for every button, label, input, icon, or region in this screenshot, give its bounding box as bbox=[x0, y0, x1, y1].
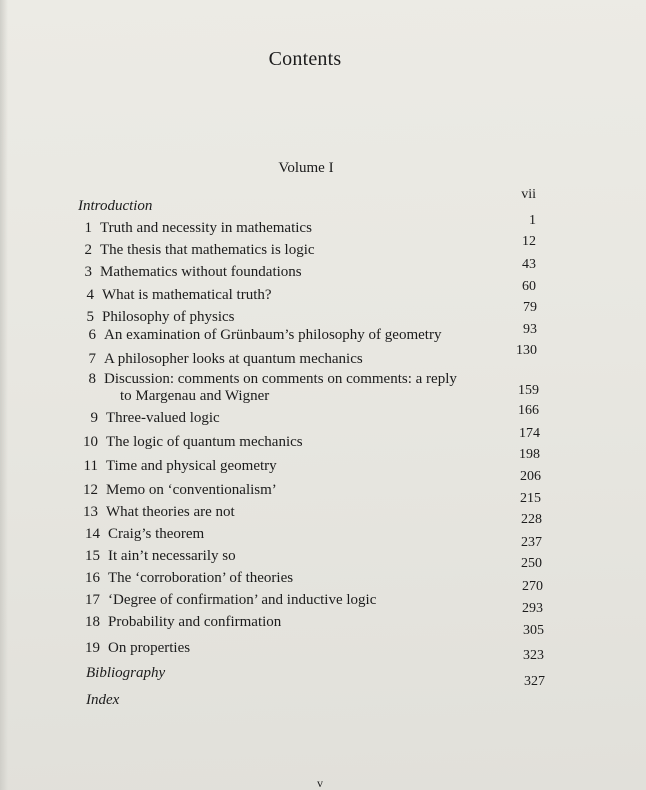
toc-entry bbox=[78, 570, 293, 587]
page-number: 323 bbox=[523, 648, 544, 663]
chapter-number: 8 bbox=[88, 371, 96, 387]
page-number: 159 bbox=[518, 383, 539, 398]
chapter-title: The ‘corroboration’ of theories bbox=[108, 570, 294, 586]
page-number: 79 bbox=[523, 300, 537, 315]
toc-entry bbox=[76, 434, 303, 451]
page-number: 198 bbox=[519, 447, 540, 462]
chapter-title: A philosopher looks at quantum mechanics bbox=[104, 351, 363, 367]
volume-heading: Volume I bbox=[278, 160, 334, 176]
page-number: 60 bbox=[522, 279, 536, 294]
toc-entry bbox=[86, 692, 119, 709]
toc-entry bbox=[72, 287, 272, 304]
toc-entry bbox=[76, 458, 277, 475]
toc-entry bbox=[76, 410, 220, 427]
page-number: 228 bbox=[521, 512, 542, 527]
chapter-title: Three-valued logic bbox=[106, 410, 220, 426]
chapter-number: 2 bbox=[84, 242, 92, 258]
chapter-title: Probability and confirmation bbox=[108, 614, 282, 630]
page-number: 130 bbox=[516, 343, 537, 358]
toc-entry bbox=[76, 482, 277, 499]
page-number: 293 bbox=[522, 601, 543, 616]
chapter-title: An examination of Grünbaum’s philosophy of geometry bbox=[104, 327, 442, 343]
page-number: 250 bbox=[521, 556, 542, 571]
chapter-title: What is mathematical truth? bbox=[102, 287, 272, 303]
page-number: 305 bbox=[523, 623, 544, 638]
toc-entry bbox=[86, 665, 165, 682]
chapter-number: 6 bbox=[88, 327, 96, 343]
page-number: 215 bbox=[520, 491, 541, 506]
chapter-title: Bibliography bbox=[86, 665, 166, 681]
page-title: Contents bbox=[268, 48, 342, 70]
page-number: 270 bbox=[522, 579, 543, 594]
chapter-title: Craig’s theorem bbox=[108, 526, 205, 542]
page-number: 12 bbox=[522, 234, 536, 249]
chapter-number: 15 bbox=[85, 548, 100, 564]
chapter-title: Index bbox=[86, 692, 120, 708]
chapter-number: 18 bbox=[85, 614, 100, 630]
toc-entry bbox=[74, 371, 457, 405]
toc-entry bbox=[74, 351, 363, 368]
toc-entry bbox=[76, 504, 235, 521]
toc-entry bbox=[78, 592, 376, 609]
chapter-title: Introduction bbox=[78, 198, 153, 214]
chapter-number: 7 bbox=[88, 351, 96, 367]
chapter-title: The thesis that mathematics is logic bbox=[100, 242, 315, 258]
chapter-number: 16 bbox=[85, 570, 100, 586]
chapter-number: 12 bbox=[83, 482, 98, 498]
page-number: 327 bbox=[524, 674, 545, 689]
page-number: 166 bbox=[518, 403, 539, 418]
chapter-title: ‘Degree of confirmation’ and inductive logic bbox=[108, 592, 377, 608]
page-number: 206 bbox=[520, 469, 541, 484]
chapter-title: Memo on ‘conventionalism’ bbox=[106, 482, 277, 498]
chapter-title: Time and physical geometry bbox=[106, 458, 277, 474]
chapter-title: Mathematics without foundations bbox=[100, 264, 302, 280]
chapter-number: 1 bbox=[84, 220, 92, 236]
toc-entry bbox=[70, 220, 312, 237]
chapter-number: 9 bbox=[90, 410, 98, 426]
toc-entry bbox=[74, 327, 441, 344]
chapter-number: 14 bbox=[85, 526, 100, 542]
chapter-number: 10 bbox=[83, 434, 98, 450]
chapter-title: Philosophy of physics bbox=[102, 309, 235, 325]
chapter-number: 3 bbox=[84, 264, 92, 280]
toc-entry bbox=[78, 198, 152, 215]
chapter-title: On properties bbox=[108, 640, 191, 656]
toc-entry bbox=[70, 264, 302, 281]
toc-entry bbox=[78, 526, 204, 543]
page-number: 237 bbox=[521, 535, 542, 550]
chapter-number: 4 bbox=[86, 287, 94, 303]
toc-entry bbox=[78, 614, 281, 631]
folio-number: v bbox=[317, 776, 323, 790]
chapter-title: What theories are not bbox=[106, 504, 235, 520]
toc-entry bbox=[78, 548, 236, 565]
chapter-title-continuation: to Margenau and Wigner bbox=[120, 388, 270, 404]
chapter-number: 11 bbox=[83, 458, 98, 474]
page-gutter-shadow bbox=[0, 0, 8, 790]
chapter-title: The logic of quantum mechanics bbox=[106, 434, 303, 450]
chapter-number: 19 bbox=[85, 640, 100, 656]
chapter-title: It ain’t necessarily so bbox=[108, 548, 236, 564]
chapter-title: Discussion: comments on comments on comments: a reply bbox=[104, 371, 457, 387]
toc-entry bbox=[72, 309, 235, 326]
chapter-title: Truth and necessity in mathematics bbox=[100, 220, 312, 236]
chapter-number: 13 bbox=[83, 504, 98, 520]
toc-entry bbox=[78, 640, 190, 657]
chapter-number: 5 bbox=[86, 309, 94, 325]
page-number: 93 bbox=[523, 322, 537, 337]
page-number: 43 bbox=[522, 257, 536, 272]
page-number: vii bbox=[521, 187, 536, 202]
chapter-number: 17 bbox=[85, 592, 100, 608]
page-number: 174 bbox=[519, 426, 540, 441]
toc-entry bbox=[70, 242, 315, 259]
page-number: 1 bbox=[529, 213, 536, 228]
